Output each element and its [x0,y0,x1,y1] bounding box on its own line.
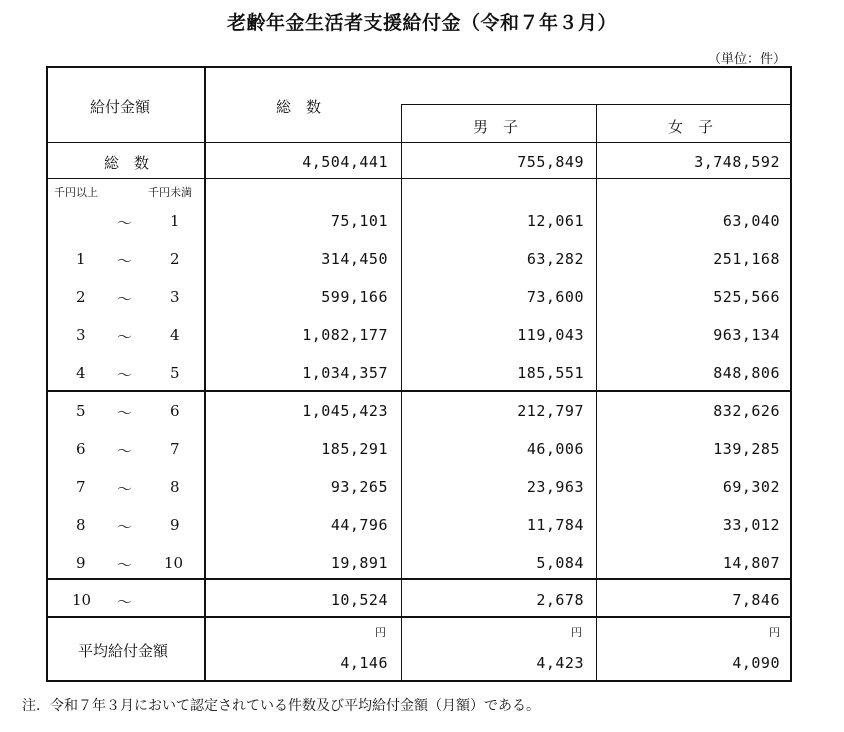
row-total: 93,265 [330,478,388,496]
row-upper-bound: 3 [170,288,180,306]
footnote: 注．令和７年３月において認定されている件数及び平均給付金額（月額）である。 [22,698,540,714]
total-row-label: 総 数 [104,154,150,172]
row-total: 75,101 [330,212,388,230]
row-tilde: ～ [117,252,133,270]
row-total: 314,450 [321,250,388,268]
row-female: 63,040 [722,212,780,230]
row-male: 5,084 [536,554,584,572]
row-total: 599,166 [321,288,388,306]
subheader-upper: 千円未満 [148,186,192,199]
row-upper-bound: 7 [170,440,180,458]
row-lower-bound: 4 [76,364,86,382]
row-lower-bound: 7 [76,478,86,496]
row-total: 185,291 [321,440,388,458]
header-male: 男 子 [473,118,519,136]
row-tilde: ～ [117,328,133,346]
average-male: 4,423 [536,654,584,672]
divider-header-split [401,104,792,105]
row-female: 33,012 [722,516,780,534]
header-female: 女 子 [668,118,714,136]
row-female: 14,807 [722,554,780,572]
row-lower-bound: 3 [76,326,86,344]
row-male: 2,678 [536,591,584,609]
row-tilde: ～ [117,593,133,611]
row-tilde: ～ [117,518,133,536]
row-tilde: ～ [117,214,133,232]
row-male: 73,600 [526,288,584,306]
row-upper-bound: 9 [170,516,180,534]
unit-label: （単位：件） [707,52,786,67]
row-female: 963,134 [713,326,780,344]
average-total: 4,146 [340,654,388,672]
row-lower-bound: 10 [72,591,92,609]
row-tilde: ～ [117,556,133,574]
row-female: 525,566 [713,288,780,306]
average-label: 平均給付金額 [78,642,169,660]
average-yen-total: 円 [375,626,386,639]
divider-average [46,616,792,618]
header-total: 総 数 [276,98,322,116]
divider-group-1 [46,390,792,392]
row-total: 19,891 [330,554,388,572]
row-tilde: ～ [117,442,133,460]
row-male: 212,797 [517,402,584,420]
row-upper-bound: 4 [170,326,180,344]
row-total: 10,524 [330,591,388,609]
row-total: 1,082,177 [302,326,388,344]
total-row-male: 755,849 [517,153,584,171]
row-male: 46,006 [526,440,584,458]
row-tilde: ～ [117,290,133,308]
row-upper-bound: 8 [170,478,180,496]
divider-col-male [596,104,597,682]
row-total: 1,045,423 [302,402,388,420]
row-lower-bound: 8 [76,516,86,534]
average-yen-female: 円 [769,626,780,639]
divider-total-bottom [46,178,792,179]
row-female: 848,806 [713,364,780,382]
divider-col-amount [204,66,206,682]
row-tilde: ～ [117,366,133,384]
row-lower-bound: 5 [76,402,86,420]
page-title: 老齢年金生活者支援給付金（令和７年３月） [226,12,617,34]
row-male: 119,043 [517,326,584,344]
row-upper-bound: 6 [170,402,180,420]
row-male: 185,551 [517,364,584,382]
row-tilde: ～ [117,480,133,498]
row-total: 1,034,357 [302,364,388,382]
row-lower-bound: 1 [76,250,86,268]
row-female: 139,285 [713,440,780,458]
total-row-total: 4,504,441 [302,153,388,171]
row-female: 832,626 [713,402,780,420]
row-lower-bound: 9 [76,554,86,572]
divider-group-2 [46,578,792,580]
row-male: 12,061 [526,212,584,230]
header-amount: 給付金額 [90,98,151,116]
row-female: 69,302 [722,478,780,496]
row-lower-bound: 2 [76,288,86,306]
row-total: 44,796 [330,516,388,534]
average-yen-male: 円 [571,626,582,639]
row-upper-bound: 2 [170,250,180,268]
total-row-female: 3,748,592 [694,153,780,171]
row-male: 11,784 [526,516,584,534]
row-upper-bound: 5 [170,364,180,382]
row-lower-bound: 6 [76,440,86,458]
row-male: 63,282 [526,250,584,268]
subheader-lower: 千円以上 [54,186,98,199]
benefit-table [46,66,792,682]
row-male: 23,963 [526,478,584,496]
row-upper-bound: 10 [164,554,184,572]
divider-col-total [401,104,402,682]
row-upper-bound: 1 [170,212,180,230]
divider-header-bottom [46,142,792,143]
row-female: 251,168 [713,250,780,268]
row-tilde: ～ [117,404,133,422]
average-female: 4,090 [732,654,780,672]
row-female: 7,846 [732,591,780,609]
